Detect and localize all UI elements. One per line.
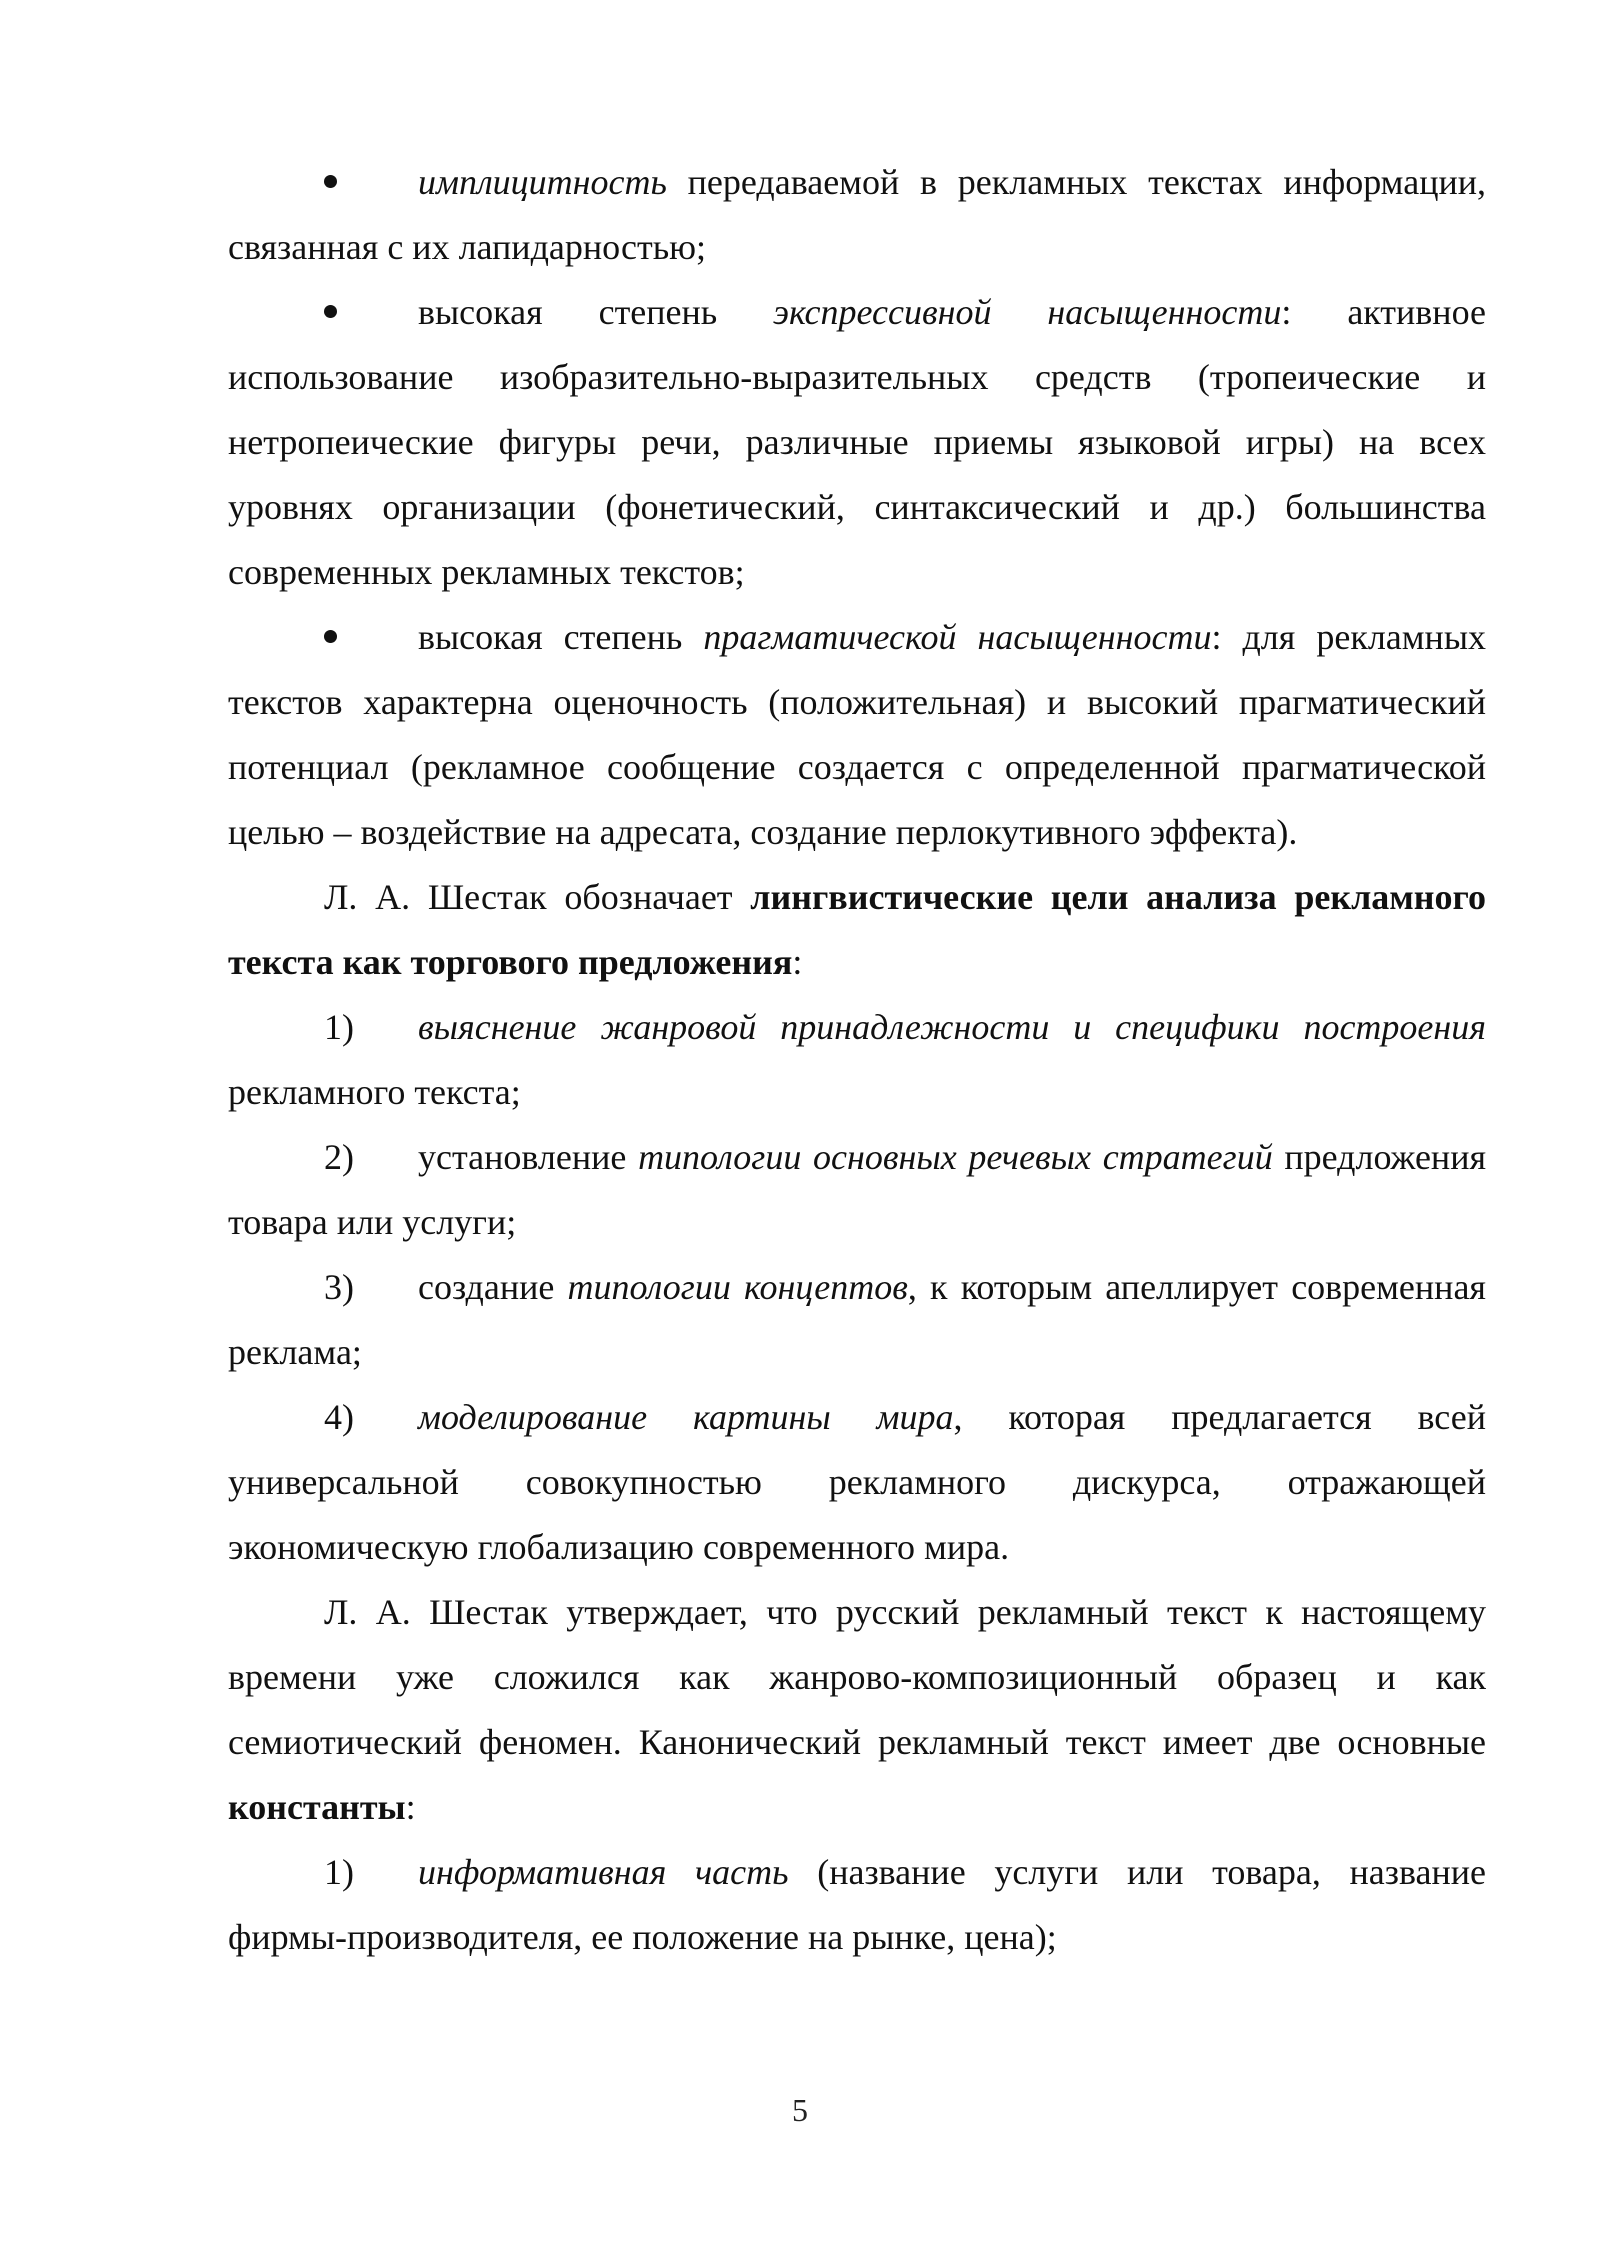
item-pre: установление	[418, 1137, 639, 1177]
bullet-italic: имплицитность	[418, 162, 667, 202]
paragraph-goals-intro	[228, 865, 1486, 995]
bullet-text: передаваемой в рекламных текстах информации, связанная с их лапидарностью;	[228, 162, 1486, 267]
bullet-marker	[324, 150, 418, 215]
bullet-item	[228, 605, 1486, 865]
item-italic: типологии основных речевых стратегий	[638, 1137, 1273, 1177]
bullet-icon	[324, 175, 337, 188]
para-text: Л. А. Шестак обозначает	[324, 877, 751, 917]
bullet-text: : для рекламных текстов характерна оценочность (положительная) и высокий прагматический потенциал (рекламное сообщение создается с определенной прагматической целью – воздействие на адресата, создание перлокутивного эффекта).	[228, 617, 1487, 852]
bullet-text: : активное использование изобразительно-выразительных средств (тропеические и нетропеические фигуры речи, различные приемы языковой игры) на всех уровнях организации (фонетический, синтаксический и др.) большинства современных рекламных текстов;	[228, 292, 1486, 592]
item-pre: создание	[418, 1267, 568, 1307]
bullet-pre: высокая степень	[418, 617, 704, 657]
paragraph-constants-intro	[228, 1580, 1486, 1840]
item-number: 1)	[324, 1852, 354, 1892]
numbered-item	[228, 1385, 1486, 1580]
para-text: Л. А. Шестак утверждает, что русский рекламный текст к настоящему времени уже сложился как жанрово-композиционный образец и как семиотический феномен. Канонический рекламный текст имеет две основные	[228, 1592, 1486, 1762]
numbered-item	[228, 1840, 1486, 1970]
para-post: :	[405, 1787, 416, 1827]
bullet-pre: высокая степень	[418, 292, 774, 332]
numbered-item	[228, 1125, 1486, 1255]
bullet-marker	[324, 280, 418, 345]
item-text: предложения товара или услуги;	[228, 1137, 1487, 1242]
item-number: 2)	[324, 1137, 354, 1177]
page-number: 5	[792, 2092, 808, 2128]
para-post: :	[792, 942, 803, 982]
item-italic: моделирование картины мира	[418, 1397, 954, 1437]
bullet-italic: экспрессивной насыщенности	[773, 292, 1282, 332]
bullet-marker	[324, 605, 418, 670]
item-text: рекламного текста;	[228, 1072, 521, 1112]
bullet-item	[228, 150, 1486, 280]
document-page	[228, 150, 1486, 1970]
item-text: (название услуги или товара, название фирмы-производителя, ее положение на рынке, цена);	[228, 1852, 1486, 1957]
item-italic: выяснение жанровой принадлежности и специфики построения	[418, 1007, 1486, 1047]
para-bold: константы	[228, 1787, 406, 1827]
item-text: , которая предлагается всей универсальной совокупностью рекламного дискурса, отражающей экономическую глобализацию современного мира.	[228, 1397, 1486, 1567]
item-number: 1)	[324, 1007, 354, 1047]
item-italic: информативная часть	[418, 1852, 789, 1892]
item-text: , к которым апеллирует современная реклама;	[228, 1267, 1486, 1372]
numbered-item	[228, 1255, 1486, 1385]
bullet-icon	[324, 630, 337, 643]
item-italic: типологии концептов	[567, 1267, 908, 1307]
bullet-italic: прагматической насыщенности	[703, 617, 1212, 657]
para-bold: лингвистические цели анализа рекламного текста как торгового предложения	[228, 877, 1487, 982]
item-number: 3)	[324, 1267, 354, 1307]
item-number: 4)	[324, 1397, 354, 1437]
numbered-item	[228, 995, 1486, 1125]
bullet-item	[228, 280, 1486, 605]
bullet-icon	[324, 305, 337, 318]
